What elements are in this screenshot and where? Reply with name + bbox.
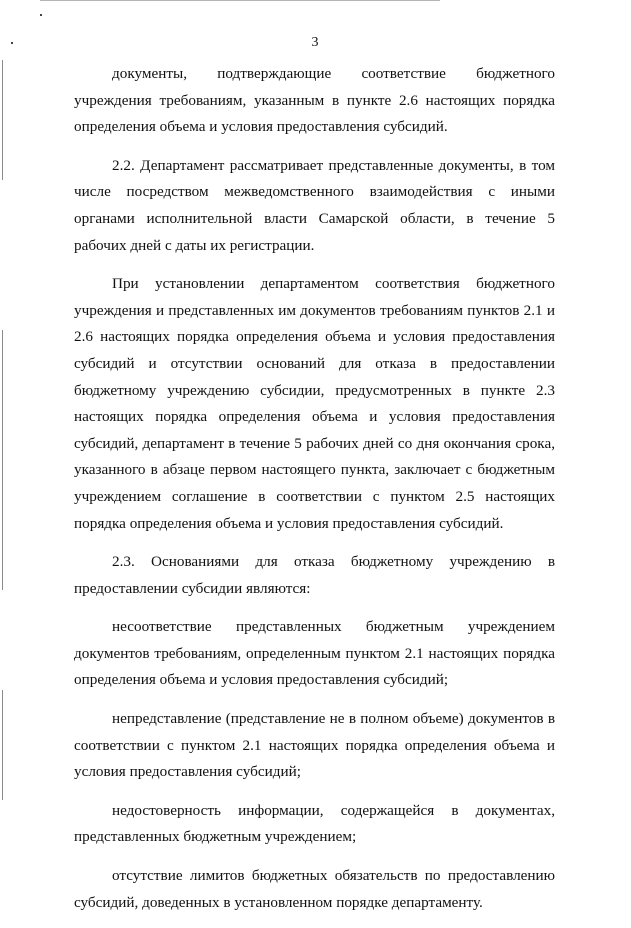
scan-speck bbox=[11, 42, 13, 44]
scan-left-edge bbox=[2, 330, 3, 590]
list-item-no-limits: отсутствие лимитов бюджетных обязательств по предоставлению субсидий, доведенных в установленном порядке департаменту. bbox=[74, 867, 555, 911]
list-item-nonconformity: несоответствие представленных бюджетным учреждением документов требованиям, определенным пунктом 2.1 настоящих порядка определения объема и условия предоставления субсидий; bbox=[74, 618, 555, 689]
document-body bbox=[74, 61, 555, 928]
page-number: 3 bbox=[311, 35, 319, 50]
scan-top-edge bbox=[40, 0, 440, 1]
list-item-unreliability: недостоверность информации, содержащейся в документах, представленных бюджетным учреждением; bbox=[74, 801, 555, 846]
paragraph-2-2: 2.2. Департамент рассматривает представленные документы, в том числе посредством межведомственного взаимодействия с иными органами исполнительной власти Самарской области, в течение 5 рабочих дней с даты их регистрации. bbox=[74, 156, 555, 254]
scan-speck bbox=[40, 14, 42, 16]
scan-left-edge bbox=[2, 60, 3, 180]
list-item-non-submission: непредставление (представление не в полном объеме) документов в соответствии с пунктом 2.1 настоящих порядка определения объема и условия предоставления субсидий; bbox=[74, 710, 555, 781]
paragraph-2-3: 2.3. Основаниями для отказа бюджетному учреждению в предоставлении субсидии являются: bbox=[74, 553, 555, 597]
paragraph-agreement: При установлении департаментом соответствия бюджетного учреждения и представленных им документов требованиям пунктов 2.1 и 2.6 настоящих порядка определения объема и условия предоставления субсидий и отсутствии оснований для отказа в предоставлении бюджетному учреждению субсидии, предусмотренных в пункте 2.3 настоящих порядка определения объема и условия предоставления субсидий, департамент в течение 5 рабочих дней со дня окончания срока, указанного в абзаце первом настоящего пункта, заключает с бюджетным учреждением соглашение в соответствии с пунктом 2.5 настоящих порядка определения объема и условия предоставления субсидий. bbox=[74, 275, 555, 532]
scan-left-edge bbox=[2, 690, 3, 800]
paragraph-documents-list-end: документы, подтверждающие соответствие бюджетного учреждения требованиям, указанным в пункте 2.6 настоящих порядка определения объема и условия предоставления субсидий. bbox=[74, 65, 555, 136]
